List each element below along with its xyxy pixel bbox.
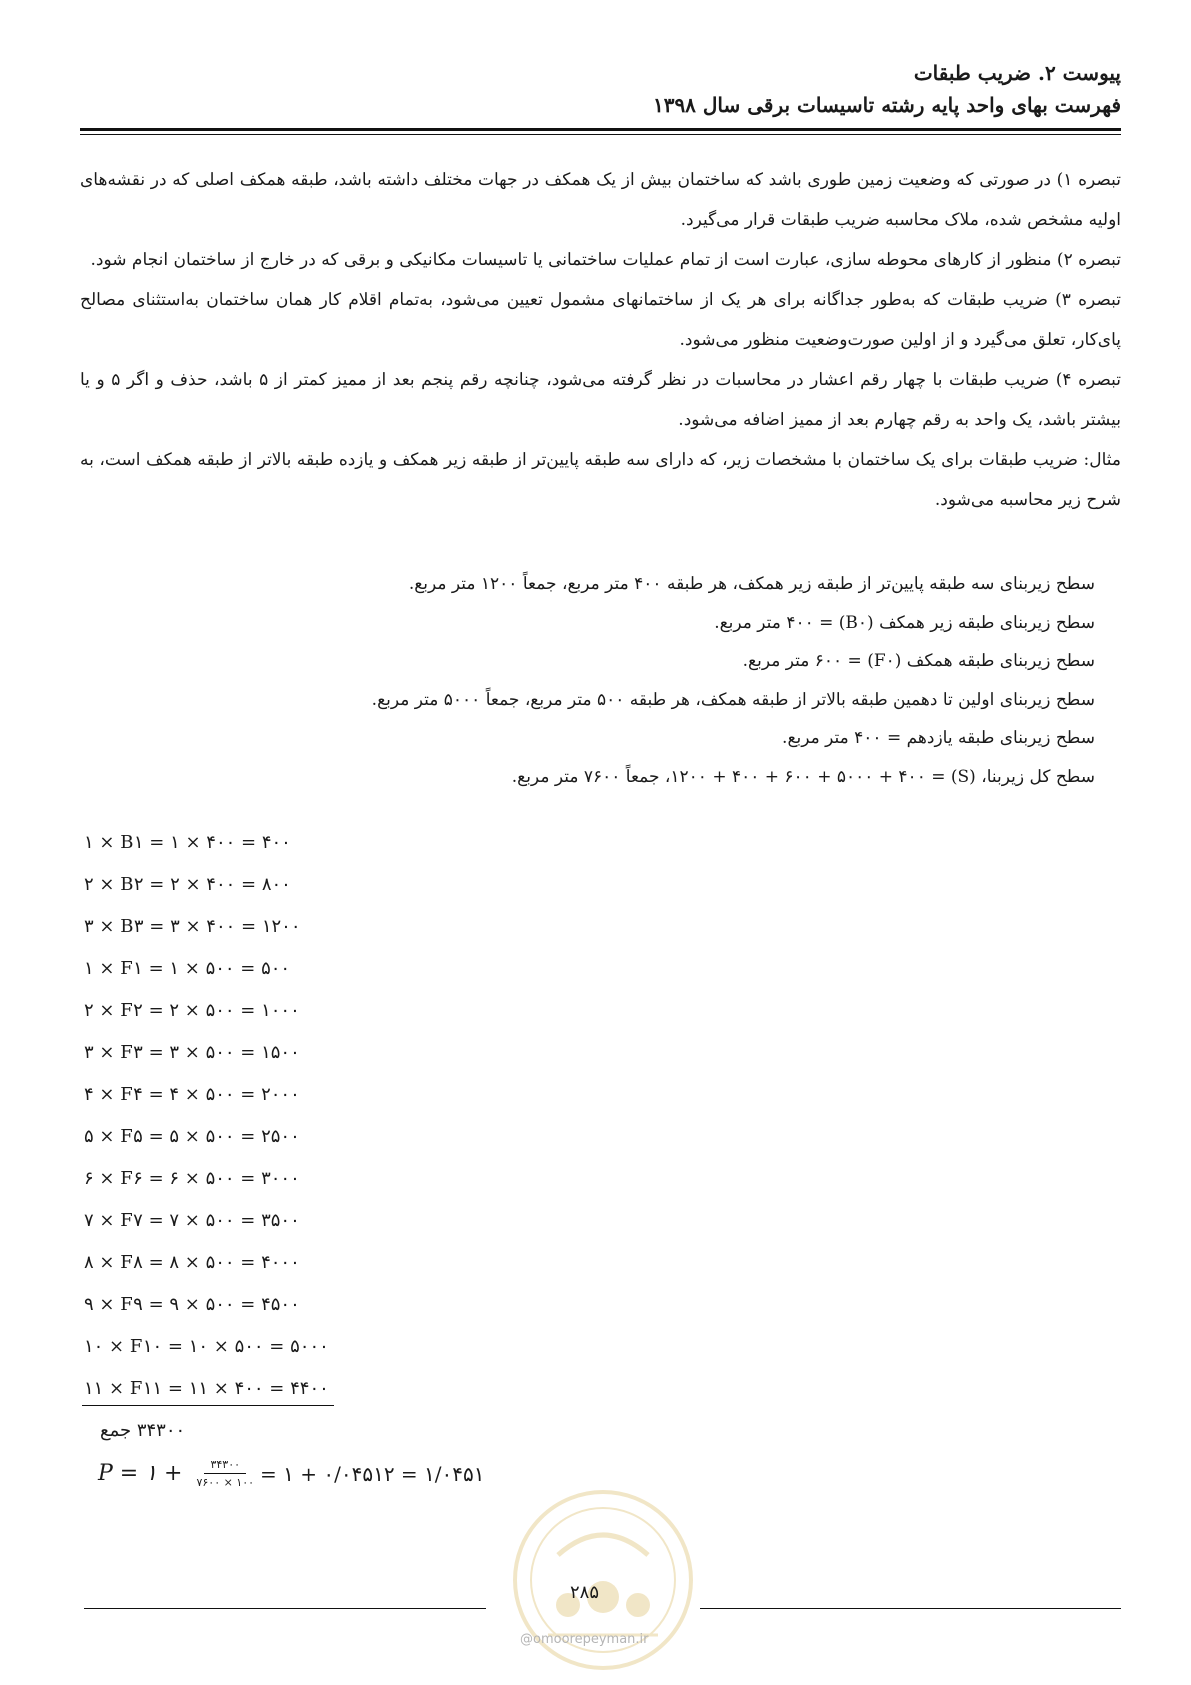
area-line: سطح زیربنای سه طبقه پایین‌تر از طبقه زیر همکف، هر طبقه ۴۰۰ متر مربع، جمعاً ۱۲۰۰ متر مربع. — [408, 574, 1095, 594]
calc-row: ۱ × F۱ = ۱ × ۵۰۰ = ۵۰۰ — [84, 958, 291, 979]
formula-fraction — [196, 1458, 254, 1489]
calc-row: ۹ × F۹ = ۹ × ۵۰۰ = ۴۵۰۰ — [84, 1294, 300, 1315]
calc-row: ۴ × F۴ = ۴ × ۵۰۰ = ۲۰۰۰ — [84, 1084, 300, 1105]
calc-row: ۷ × F۷ = ۷ × ۵۰۰ = ۳۵۰۰ — [84, 1210, 300, 1231]
formula-numerator: ۳۴۳۰۰ — [204, 1458, 246, 1474]
calc-row: ۱ × B۱ = ۱ × ۴۰۰ = ۴۰۰ — [84, 832, 291, 853]
footer-rule-left — [84, 1608, 486, 1609]
page-header — [653, 58, 1121, 122]
calc-row: ۸ × F۸ = ۸ × ۵۰۰ = ۴۰۰۰ — [84, 1252, 300, 1273]
area-line: سطح زیربنای طبقه یازدهم = ۴۰۰ متر مربع. — [782, 728, 1095, 748]
sum-total: ۳۴۳۰۰ جمع — [100, 1420, 186, 1441]
calc-row: ۱۰ × F۱۰ = ۱۰ × ۵۰۰ = ۵۰۰۰ — [84, 1336, 329, 1357]
calc-row: ۱۱ × F۱۱ = ۱۱ × ۴۰۰ = ۴۴۰۰ — [84, 1378, 329, 1399]
calc-row: ۲ × B۲ = ۲ × ۴۰۰ = ۸۰۰ — [84, 874, 291, 895]
footer-rule-right — [700, 1608, 1121, 1609]
area-list — [372, 565, 1095, 796]
document-title: فهرست بهای واحد پایه رشته تاسیسات برقی سال ۱۳۹۸ — [652, 93, 1121, 117]
note-4: تبصره ۴) ضریب طبقات با چهار رقم اعشار در محاسبات در نظر گرفته می‌شود، چنانچه رقم پنجم بعد از ممیز کمتر از ۵ باشد، حذف و اگر ۵ و یا بیشتر باشد، یک واحد به رقم چهارم بعد از ممیز اضافه می‌شود. — [80, 370, 1121, 430]
area-line: سطح زیربنای اولین تا دهمین طبقه بالاتر از طبقه همکف، هر طبقه ۵۰۰ متر مربع، جمعاً ۵۰۰۰ متر مربع. — [371, 689, 1095, 710]
note-2: تبصره ۲) منظور از کارهای محوطه سازی، عبارت است از تمام عملیات ساختمانی یا تاسیسات مکانیکی و برقی که در خارج از ساختمان انجام شود. — [90, 250, 1121, 270]
appendix-title: پیوست ۲. ضریب طبقات — [913, 61, 1121, 85]
header-rule-thick — [80, 128, 1121, 131]
floor-calculation — [84, 822, 344, 1410]
calc-row: ۶ × F۶ = ۶ × ۵۰۰ = ۳۰۰۰ — [84, 1168, 300, 1189]
note-1: تبصره ۱) در صورتی که وضعیت زمین طوری باشد که ساختمان بیش از یک همکف در جهات مختلف داشته باشد، طبقه همکف اصلی که در نقشه‌های اولیه مشخص شده، ملاک محاسبه ضریب طبقات قرار می‌گیرد. — [80, 170, 1122, 230]
notes-body — [80, 160, 1121, 520]
calc-row: ۵ × F۵ = ۵ × ۵۰۰ = ۲۵۰۰ — [84, 1126, 300, 1147]
sum-rule — [82, 1405, 334, 1406]
coefficient-formula — [98, 1458, 485, 1489]
area-line: سطح کل زیربنا، (S) = ۱۲۰۰ + ۴۰۰ + ۶۰۰ + ۵۰۰۰ + ۴۰۰، جمعاً ۷۶۰۰ متر مربع. — [511, 766, 1095, 787]
formula-rhs: = ۱ + ۰/۰۴۵۱۲ = ۱/۰۴۵۱ — [260, 1461, 485, 1486]
area-line: سطح زیربنای طبقه زیر همکف (B۰) = ۴۰۰ متر مربع. — [714, 612, 1095, 633]
area-line: سطح زیربنای طبقه همکف (F۰) = ۶۰۰ متر مربع. — [742, 651, 1095, 671]
note-3: تبصره ۳) ضریب طبقات که به‌طور جداگانه برای هر یک از ساختمانهای مشمول تعیین می‌شود، به‌تمام اقلام کار همان ساختمان به‌استثنای مصالح پای‌کار، تعلق می‌گیرد و از اولین صورت‌وضعیت منظور می‌شود. — [80, 290, 1121, 350]
calc-row: ۳ × B۳ = ۳ × ۴۰۰ = ۱۲۰۰ — [84, 916, 301, 937]
page-number: ۲۸۵ — [570, 1582, 600, 1603]
header-rule-thin — [80, 134, 1121, 135]
formula-denominator: ۷۶۰۰ × ۱۰۰ — [196, 1476, 255, 1489]
example-intro: مثال: ضریب طبقات برای یک ساختمان با مشخصات زیر، که دارای سه طبقه پایین‌تر از طبقه زیر همکف و یازده طبقه بالاتر از طبقه همکف است، به شرح زیر محاسبه می‌شود. — [80, 450, 1121, 510]
formula-lhs: P = ۱ + — [98, 1461, 183, 1486]
calc-row: ۳ × F۳ = ۳ × ۵۰۰ = ۱۵۰۰ — [84, 1042, 300, 1063]
website-watermark: @omoorepeyman.ir — [520, 1632, 649, 1647]
calc-row: ۲ × F۲ = ۲ × ۵۰۰ = ۱۰۰۰ — [84, 1000, 300, 1021]
